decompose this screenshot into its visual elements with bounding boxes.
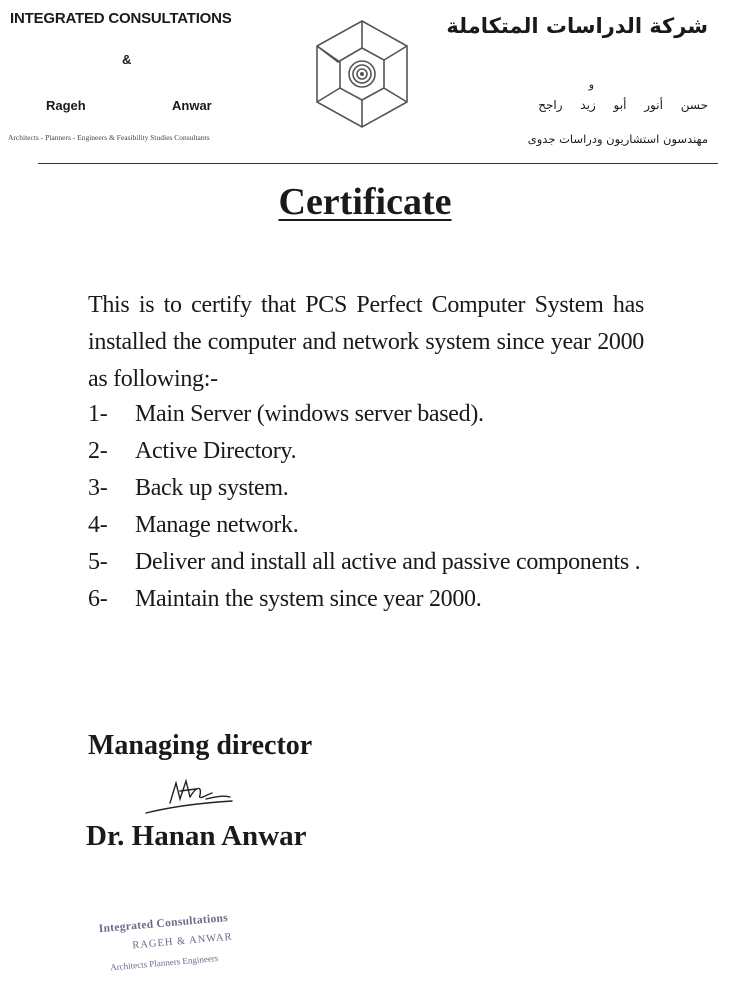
list-item — [88, 581, 644, 618]
list-item-number: 3- — [88, 475, 108, 501]
list-item-text: Back up system. — [135, 475, 289, 501]
list-item-text: Main Server (windows server based). — [135, 401, 484, 427]
letterhead-partner-name-rageh: Rageh — [46, 98, 86, 113]
stamp-line-profession: Architects Planners Engineers — [109, 952, 219, 973]
list-item-number: 2- — [88, 438, 108, 464]
signatory-role: Managing director — [88, 730, 313, 761]
list-item-text: Active Directory. — [135, 438, 297, 464]
letterhead-ampersand: & — [122, 52, 132, 67]
list-item-number: 5- — [88, 549, 108, 575]
list-item-number: 6- — [88, 586, 108, 612]
certificate-title — [0, 180, 730, 224]
list-item — [88, 396, 644, 433]
company-logo-icon — [312, 18, 412, 130]
signatory-name: Dr. Hanan Anwar — [86, 820, 307, 852]
letterhead-partner-names-arabic: حسن أنور أبو زيد راجح — [538, 98, 708, 112]
letterhead-conjunction-arabic: و — [588, 78, 594, 91]
company-stamp — [90, 903, 296, 995]
letterhead-tagline-arabic: مهندسون استشاريون ودراسات جدوى — [527, 132, 708, 146]
list-item-number: 1- — [88, 401, 108, 427]
list-item-text: Manage network. — [135, 512, 299, 538]
handwritten-signature-icon — [140, 773, 240, 818]
header-divider — [38, 163, 718, 164]
stamp-line-partners: RAGEH & ANWAR — [131, 931, 234, 952]
certificate-services-list — [88, 396, 644, 618]
list-item-text: Deliver and install all active and passive components . — [135, 549, 641, 575]
letterhead-tagline-english: Architects - Planners - Engineers & Feasibility Studies Consultants — [8, 133, 210, 142]
list-item-number: 4- — [88, 512, 108, 538]
letterhead-company-name-arabic: شركة الدراسات المتكاملة — [446, 14, 708, 38]
list-item — [88, 433, 644, 470]
list-item — [88, 470, 644, 507]
certificate-title-text: Certificate — [278, 181, 452, 223]
letterhead-partner-name-anwar: Anwar — [172, 98, 212, 113]
list-item — [88, 507, 644, 544]
certificate-intro-paragraph: This is to certify that PCS Perfect Computer System has installed the computer and network system since year 2000 as following:- — [88, 292, 644, 392]
stamp-line-company: Integrated Consultations — [98, 911, 229, 936]
letterhead-company-name-english: INTEGRATED CONSULTATIONS — [10, 10, 232, 27]
list-item — [88, 544, 644, 581]
list-item-text: Maintain the system since year 2000. — [135, 586, 482, 612]
